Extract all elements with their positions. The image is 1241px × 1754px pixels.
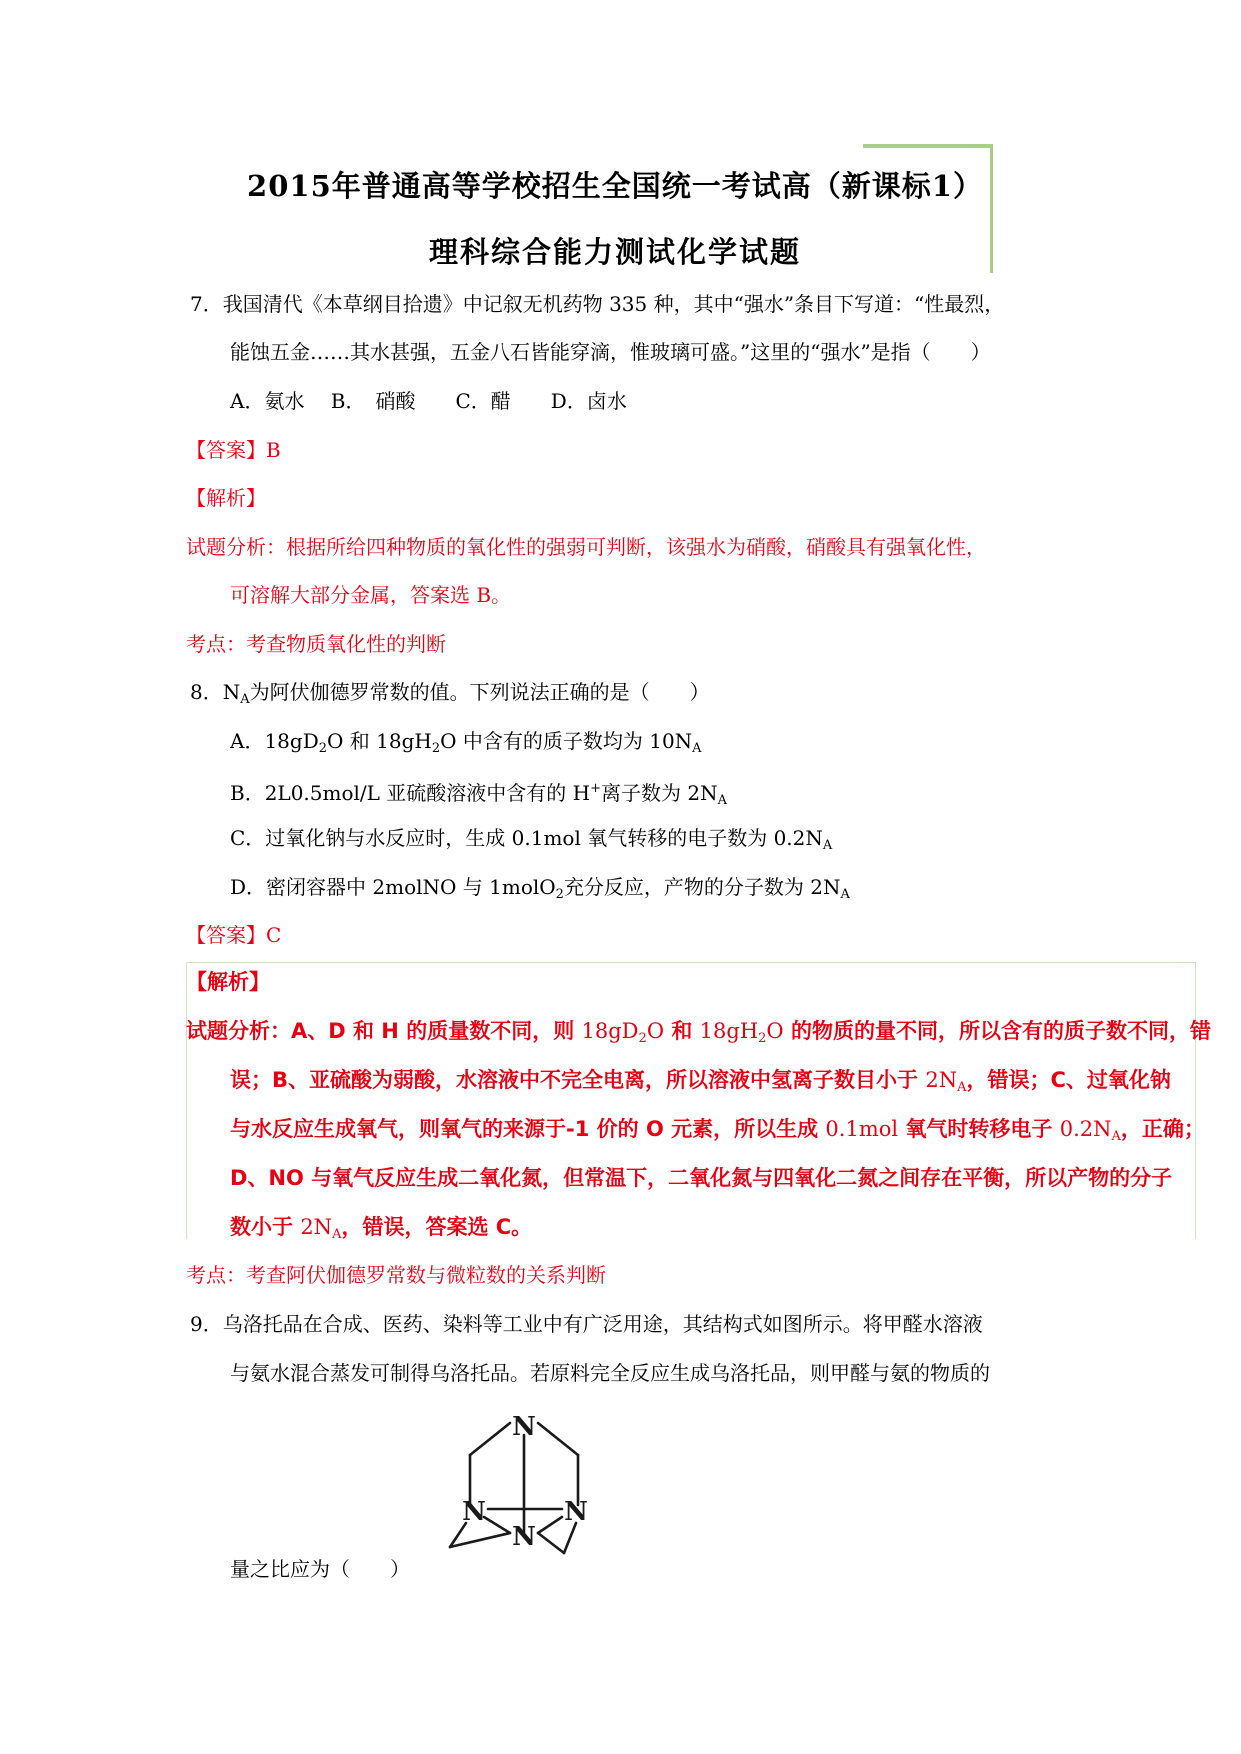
q7-stem-line2: 能蚀五金……其水甚强，五金八石皆能穿滴，惟玻璃可盛。”这里的“强水”是指（ ） [230,340,991,364]
q9-stem-line1: 9．乌洛托品在合成、医药、染料等工业中有广泛用途，其结构式如图所示。将甲醛水溶液 [190,1312,983,1336]
atom-n-left: N [462,1497,486,1527]
q8-option-a: A．$18gD_2O$ 和 $18gH_2O$ 中含有的质子数均为 $10N_A$ [230,729,702,756]
q8-option-c: C．过氧化钠与水反应时，生成 0.1mol 氧气转移的电子数为 $0.2N_A$ [230,826,833,853]
atom-n-right: N [564,1497,588,1527]
q7-analysis-label: 【解析】 [186,486,266,510]
q7-analysis-line1: 试题分析：根据所给四种物质的氧化性的强弱可判断，该强水为硝酸，硝酸具有强氧化性， [186,535,986,559]
q8-analysis-line4: D、NO 与氧气反应生成二氧化氮，但常温下，二氧化氮与四氧化二氮之间存在平衡，所以产物的分子 [230,1166,1173,1190]
q8-answer: 【答案】C [186,923,282,947]
q7-answer: 【答案】B [186,438,281,462]
q8-analysis-line2: 误；B、亚硫酸为弱酸，水溶液中不完全电离，所以溶液中氢离子数目小于 $2N_A$，错误；C、过氧化钠 [230,1068,1171,1095]
exam-title: 2015年普通高等学校招生全国统一考试高（新课标1） [247,169,983,203]
atom-n-top: N [512,1412,536,1442]
q9-stem-line2: 与氨水混合蒸发可制得乌洛托品。若原料完全反应生成乌洛托品，则甲醛与氨的物质的 [230,1361,990,1385]
q7-exam-point: 考点：考查物质氧化性的判断 [186,632,446,656]
q8-exam-point: 考点：考查阿伏伽德罗常数与微粒数的关系判断 [186,1263,606,1287]
q7-options: A．氨水 B． 硝酸 C．醋 D．卤水 [230,389,627,413]
q8-analysis-line1: 试题分析：A、D 和 H 的质量数不同，则 $18gD_2O$ 和 $18gH_2O$ 的物质的量不同，所以含有的质子数不同，错 [186,1019,1211,1046]
q7-stem-line1: 7．我国清代《本草纲目拾遗》中记叙无机药物 335 种，其中“强水”条目下写道：“性最烈， [190,292,1005,316]
q8-option-d: D．密闭容器中 2molNO 与 1molO$_2$充分反应，产物的分子数为 $2N_A$ [230,875,850,902]
q8-option-b: B．2L0.5mol/L 亚硫酸溶液中含有的 H+离子数为 $2N_A$ [230,781,727,808]
q7-analysis-line2: 可溶解大部分金属，答案选 B。 [230,583,512,607]
q8-analysis-line5: 数小于 $2N_A$，错误，答案选 C。 [230,1215,533,1242]
exam-subtitle: 理科综合能力测试化学试题 [428,235,801,269]
atom-n-bottom: N [512,1522,536,1552]
q8-analysis-label: 【解析】 [186,970,270,994]
title-frame [230,148,993,273]
q8-analysis-line3: 与水反应生成氧气，则氧气的来源于-1 价的 O 元素，所以生成 0.1mol 氧气时转移电子 $0.2N_A$，正确； [230,1117,1205,1144]
urotropine-structure [440,1405,610,1565]
q8-stem: 8．$N_A$为阿伏伽德罗常数的值。下列说法正确的是（ ） [190,680,710,707]
q9-stem-line3: 量之比应为（ ） [230,1557,410,1581]
